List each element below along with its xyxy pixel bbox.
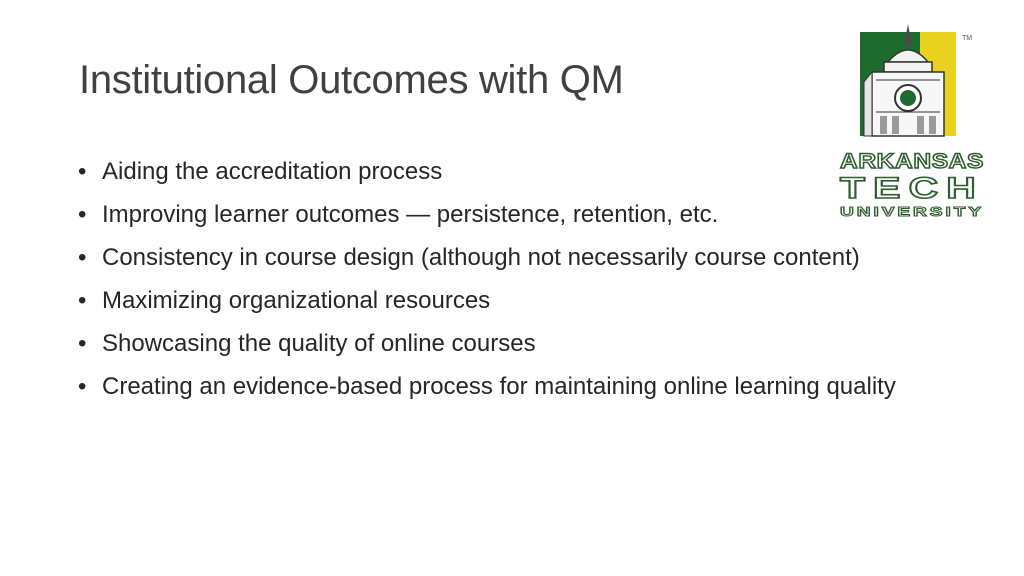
trademark-label: TM <box>962 35 973 42</box>
bullet-icon: • <box>78 244 87 271</box>
logo-wordmark-line2: TECH <box>840 172 984 205</box>
bullet-icon: • <box>78 201 87 228</box>
bullet-text: Maximizing organizational resources <box>102 287 491 314</box>
list-item <box>78 371 938 403</box>
bullet-icon: • <box>78 330 87 357</box>
list-item <box>78 199 938 231</box>
university-logo <box>836 20 988 225</box>
bullet-text: Improving learner outcomes — persistence, retention, etc. <box>102 201 719 228</box>
list-item <box>78 156 938 188</box>
bullet-icon: • <box>78 287 87 314</box>
bullet-text: Showcasing the quality of online courses <box>102 330 536 357</box>
list-item <box>78 285 938 317</box>
list-item <box>78 242 938 274</box>
list-item <box>78 328 938 360</box>
bullet-text: Creating an evidence-based process for maintaining online learning quality <box>102 373 896 400</box>
logo-wordmark-line1: ARKANSAS <box>840 150 984 173</box>
logo-wordmark-line3: UNIVERSITY <box>840 204 984 219</box>
bullet-text: Consistency in course design (although not necessarily course content) <box>102 244 860 271</box>
slide-title: Institutional Outcomes with QM <box>79 58 624 102</box>
bullet-icon: • <box>78 373 87 400</box>
bullet-list <box>78 156 938 414</box>
bullet-text: Aiding the accreditation process <box>102 158 443 185</box>
bullet-icon: • <box>78 158 87 185</box>
